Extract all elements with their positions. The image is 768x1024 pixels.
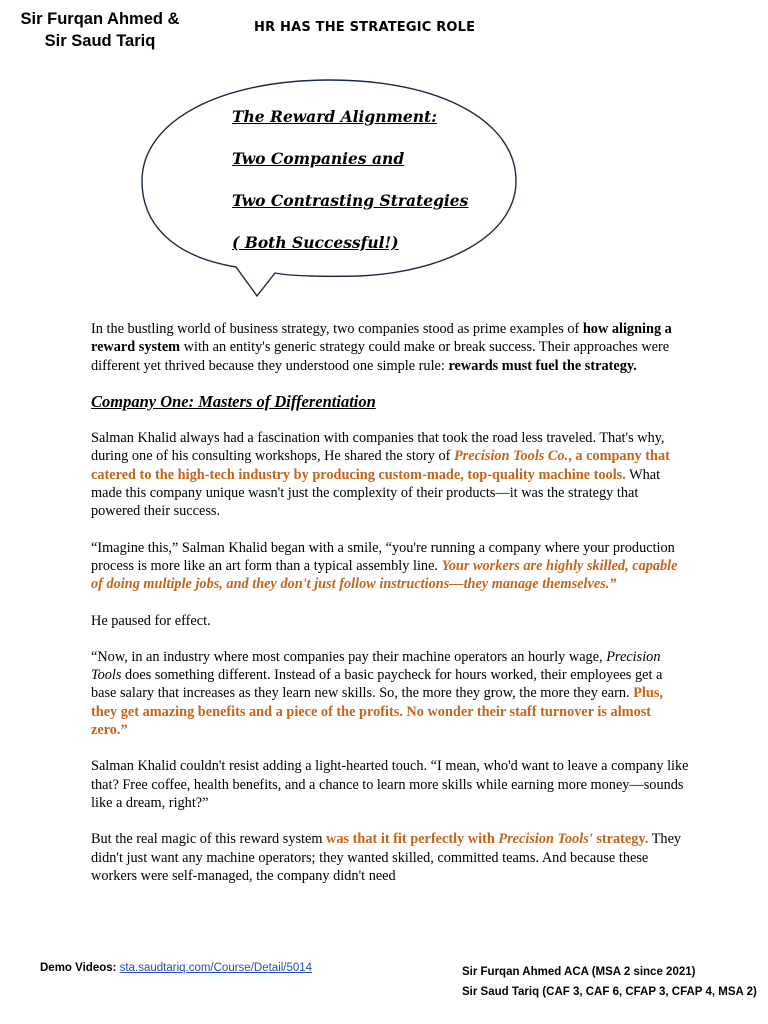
footer-credential-1: Sir Furqan Ahmed ACA (MSA 2 since 2021) <box>462 966 696 978</box>
footer-credential-2: Sir Saud Tariq (CAF 3, CAF 6, CFAP 3, CFAP 4, MSA 2) <box>462 986 757 998</box>
page-header-title: HR HAS THE STRATEGIC ROLE <box>254 20 476 35</box>
p4-highlight: Plus, they get amazing benefits and a piece of the profits. No wonder their staff turnover is almost zero.” <box>91 685 663 739</box>
demo-videos-label: Demo Videos: <box>40 962 120 974</box>
paragraph-3: He paused for effect. <box>91 612 211 629</box>
p1-company-name: Precision Tools Co. <box>453 448 569 465</box>
p1-text-2: What made this company unique wasn't just the complexity of their products—it was the strategy that powered their success. <box>91 466 661 520</box>
bubble-line-3: Two Contrasting Strategies <box>232 191 469 210</box>
paragraph-5: Salman Khalid couldn't resist adding a light-hearted touch. “I mean, who'd want to leave a company like that? Free coffee, health benefits, and a chance to learn more skills while earning more money—sounds like a dream, right?” <box>91 758 689 811</box>
bubble-line-2: Two Companies and <box>232 149 405 168</box>
footer-demo-videos <box>40 962 312 974</box>
p6-company-name: Precision Tools' <box>498 831 593 848</box>
section-heading: Company One: Masters of Differentiation <box>91 391 376 411</box>
bubble-line-4: ( Both Successful!) <box>232 233 399 252</box>
p6-text-2: They didn't just want any machine operators; they wanted skilled, committed teams. And because these workers were self-managed, the company didn't need <box>91 831 682 884</box>
p1-text-1: Salman Khalid always had a fascination with companies that took the road less traveled. That's why, during one of his consulting workshops, He shared the story of <box>91 430 665 465</box>
p2-text-1: “Imagine this,” Salman Khalid began with a smile, “you're running a company where your production process is more like an art form than a typical assembly line. <box>91 539 675 574</box>
p4-text-1: “Now, in an industry where most companies pay their machine operators an hourly wage, <box>91 648 607 665</box>
paragraph-6 <box>91 830 691 885</box>
demo-videos-link[interactable] <box>120 962 312 974</box>
p6-highlight-1: was that it fit perfectly with <box>326 831 499 848</box>
intro-text-2: with an entity's generic strategy could make or break success. Their approaches were different yet thrived because they understood one simple rule: <box>91 339 670 374</box>
p6-text-1: But the real magic of this reward system <box>91 831 327 848</box>
authors-line-2: Sir Saud Tariq <box>44 32 156 50</box>
article-body <box>91 320 691 903</box>
intro-bold-1: how aligning a reward system <box>91 321 672 356</box>
intro-bold-2: rewards must fuel the strategy. <box>448 357 637 374</box>
paragraph-1 <box>91 429 691 520</box>
p4-company-name: Precision Tools <box>91 648 661 684</box>
paragraph-2 <box>91 539 691 594</box>
footer-credentials <box>462 962 757 1002</box>
authors-line-1: Sir Furqan Ahmed & <box>20 10 180 28</box>
demo-link-main: sta.saudtariq.com/Course/Detail/ <box>119 962 287 974</box>
p2-highlight: Your workers are highly skilled, capable of doing multiple jobs, and they don't just follow instructions—they manage themselves.” <box>91 557 678 593</box>
bubble-text <box>232 96 522 264</box>
p6-highlight-2: strategy. <box>592 831 649 848</box>
intro-paragraph <box>91 320 691 375</box>
intro-text-1: In the bustling world of business strategy, two companies stood as prime examples of <box>91 321 583 337</box>
p4-text-2: does something different. Instead of a basic paycheck for hours worked, their employees get a base salary that increases as they learn new skills. So, the more they grow, the more they earn. <box>91 667 663 702</box>
authors-block <box>6 8 194 52</box>
p1-highlight: , a company that catered to the high-tech industry by producing custom-made, top-quality machine tools. <box>91 448 670 483</box>
demo-link-id: 5014 <box>286 962 313 974</box>
paragraph-4 <box>91 648 691 739</box>
bubble-line-1: The Reward Alignment: <box>232 107 437 126</box>
